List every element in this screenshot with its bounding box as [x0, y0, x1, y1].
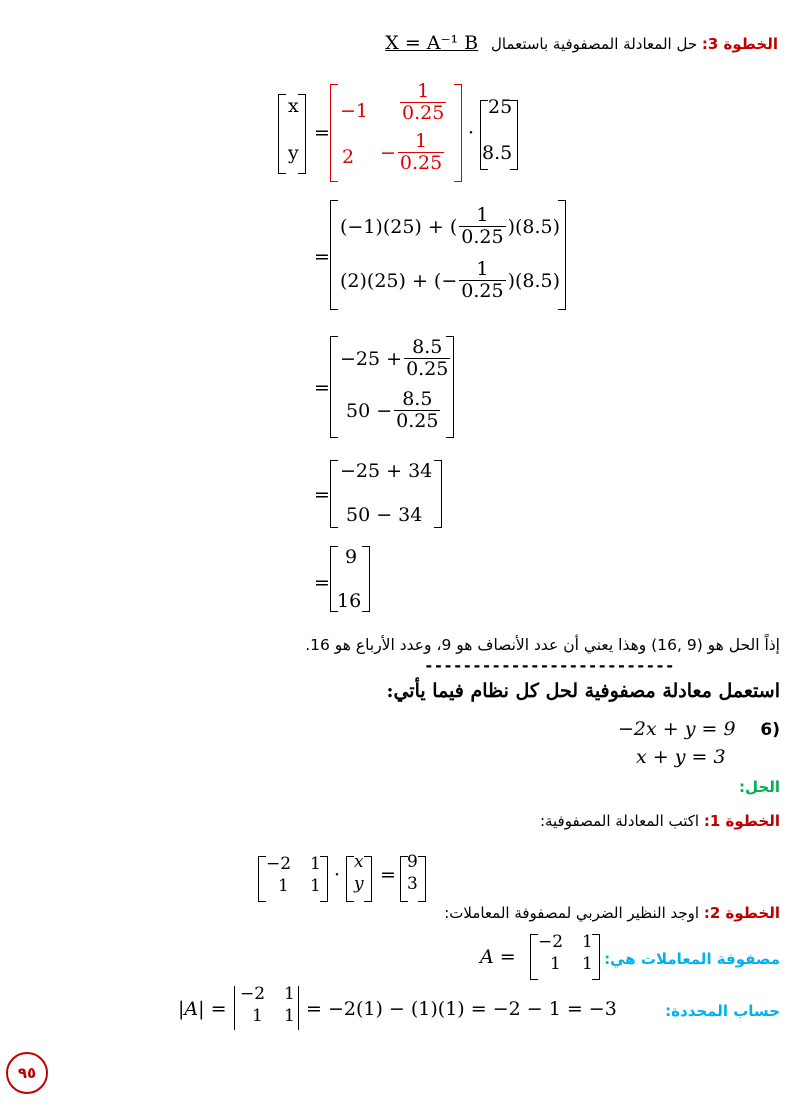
- b-bracket-right: [510, 100, 518, 170]
- det-label: حساب المحددة:: [665, 1002, 780, 1020]
- var-y: y: [354, 874, 364, 894]
- step3-text: حل المعادلة المصفوفية باستعمال: [490, 35, 698, 53]
- step3-label: الخطوة 3:: [701, 35, 778, 53]
- equals-sign: =: [314, 572, 330, 594]
- a12: 1: [310, 854, 321, 874]
- d21: 1: [252, 1006, 263, 1026]
- dot: ·: [334, 864, 341, 886]
- equals-sign: =: [314, 377, 330, 399]
- line2-bottom: (2)(25) + (− $\frac{1}{0.25}$ )(8.5): [340, 258, 561, 302]
- equals-sign: =: [380, 864, 396, 886]
- step1-text: اكتب المعادلة المصفوفية:: [539, 812, 700, 830]
- c11: −2: [538, 932, 564, 952]
- inv-a: −1: [340, 100, 369, 122]
- equals-sign: =: [314, 122, 330, 144]
- inv-c: 2: [342, 146, 355, 168]
- det-lhs: |A| =: [178, 998, 227, 1020]
- inverse-bracket-right: [454, 84, 462, 182]
- step2-label: الخطوة 2:: [703, 904, 780, 922]
- v-bracket-left: [346, 856, 354, 902]
- coef-bracket-right: [592, 934, 600, 980]
- r-bracket-right: [418, 856, 426, 902]
- d22: 1: [284, 1006, 295, 1026]
- equals-sign: =: [314, 484, 330, 506]
- bracket-right: [298, 94, 306, 174]
- rhs-9: 9: [407, 852, 418, 872]
- exercise-eq2: x + y = 3: [636, 746, 726, 768]
- step3-line: [385, 32, 778, 54]
- bracket-left: [330, 200, 338, 310]
- line5-bottom: 16: [337, 590, 362, 612]
- page-number: ٩٥: [6, 1052, 48, 1094]
- exercise-number: (6: [760, 720, 780, 740]
- bracket-right: [434, 460, 442, 528]
- det-rhs: = −2(1) − (1)(1) = −2 − 1 = −3: [306, 998, 617, 1020]
- line4-top: −25 + 34: [340, 460, 433, 482]
- b-85: 8.5: [482, 142, 513, 164]
- line4-bottom: 50 − 34: [346, 504, 423, 526]
- d11: −2: [240, 984, 266, 1004]
- a21: 1: [278, 876, 289, 896]
- coef-lhs: A =: [480, 946, 516, 968]
- var-x: x: [354, 852, 364, 872]
- lhs-y: y: [288, 142, 299, 164]
- c21: 1: [550, 954, 561, 974]
- d12: 1: [284, 984, 295, 1004]
- dot: ·: [468, 122, 475, 144]
- bracket-left: [278, 94, 286, 174]
- c22: 1: [582, 954, 593, 974]
- rhs-3: 3: [407, 874, 418, 894]
- step1-line: [540, 812, 780, 830]
- det-bar-left: [234, 986, 235, 1030]
- c12: 1: [582, 932, 593, 952]
- v-bracket-right: [364, 856, 372, 902]
- separator: --------------------------: [424, 656, 675, 675]
- lhs-x: x: [288, 95, 299, 117]
- exercise-eq1: −2x + y = 9: [618, 718, 736, 740]
- bracket-right: [362, 546, 370, 612]
- conclusion-text: إذاً الحل هو (9 ,16) وهذا يعني أن عدد الأنصاف هو 9، وعدد الأرباع هو 16.: [305, 636, 780, 654]
- bracket-right: [446, 336, 454, 438]
- exercise-instruction: استعمل معادلة مصفوفية لحل كل نظام فيما يأتي:: [386, 680, 780, 702]
- coef-bracket-left: [530, 934, 538, 980]
- line2-top: (−1)(25) + ( $\frac{1}{0.25}$ )(8.5): [340, 204, 561, 248]
- a22: 1: [310, 876, 321, 896]
- line5-top: 9: [345, 546, 358, 568]
- det-bar-right: [298, 986, 299, 1030]
- bracket-left: [330, 460, 338, 528]
- a11: −2: [266, 854, 292, 874]
- bracket-right: [558, 200, 566, 310]
- line3-top: −25 + $\frac{8.5}{0.25}$: [340, 336, 449, 380]
- solution-label: الحل:: [739, 778, 780, 796]
- step3-formula: X = A⁻¹ B: [385, 32, 479, 54]
- inverse-bracket-left: [330, 84, 338, 182]
- b-25: 25: [488, 96, 513, 118]
- step2-line: [444, 904, 780, 922]
- equals-sign: =: [314, 246, 330, 268]
- inv-d: − $\frac{1}{0.25}$: [380, 130, 443, 174]
- bracket-left: [330, 336, 338, 438]
- inv-b: $\frac{1}{0.25}$: [402, 80, 445, 124]
- coef-label: مصفوفة المعاملات هي:: [604, 950, 780, 968]
- line3-bottom: 50 − $\frac{8.5}{0.25}$: [346, 388, 439, 432]
- step1-label: الخطوة 1:: [703, 812, 780, 830]
- a-bracket-left: [258, 856, 266, 902]
- step2-text: اوجد النظير الضربي لمصفوفة المعاملات:: [444, 904, 700, 922]
- a-bracket-right: [320, 856, 328, 902]
